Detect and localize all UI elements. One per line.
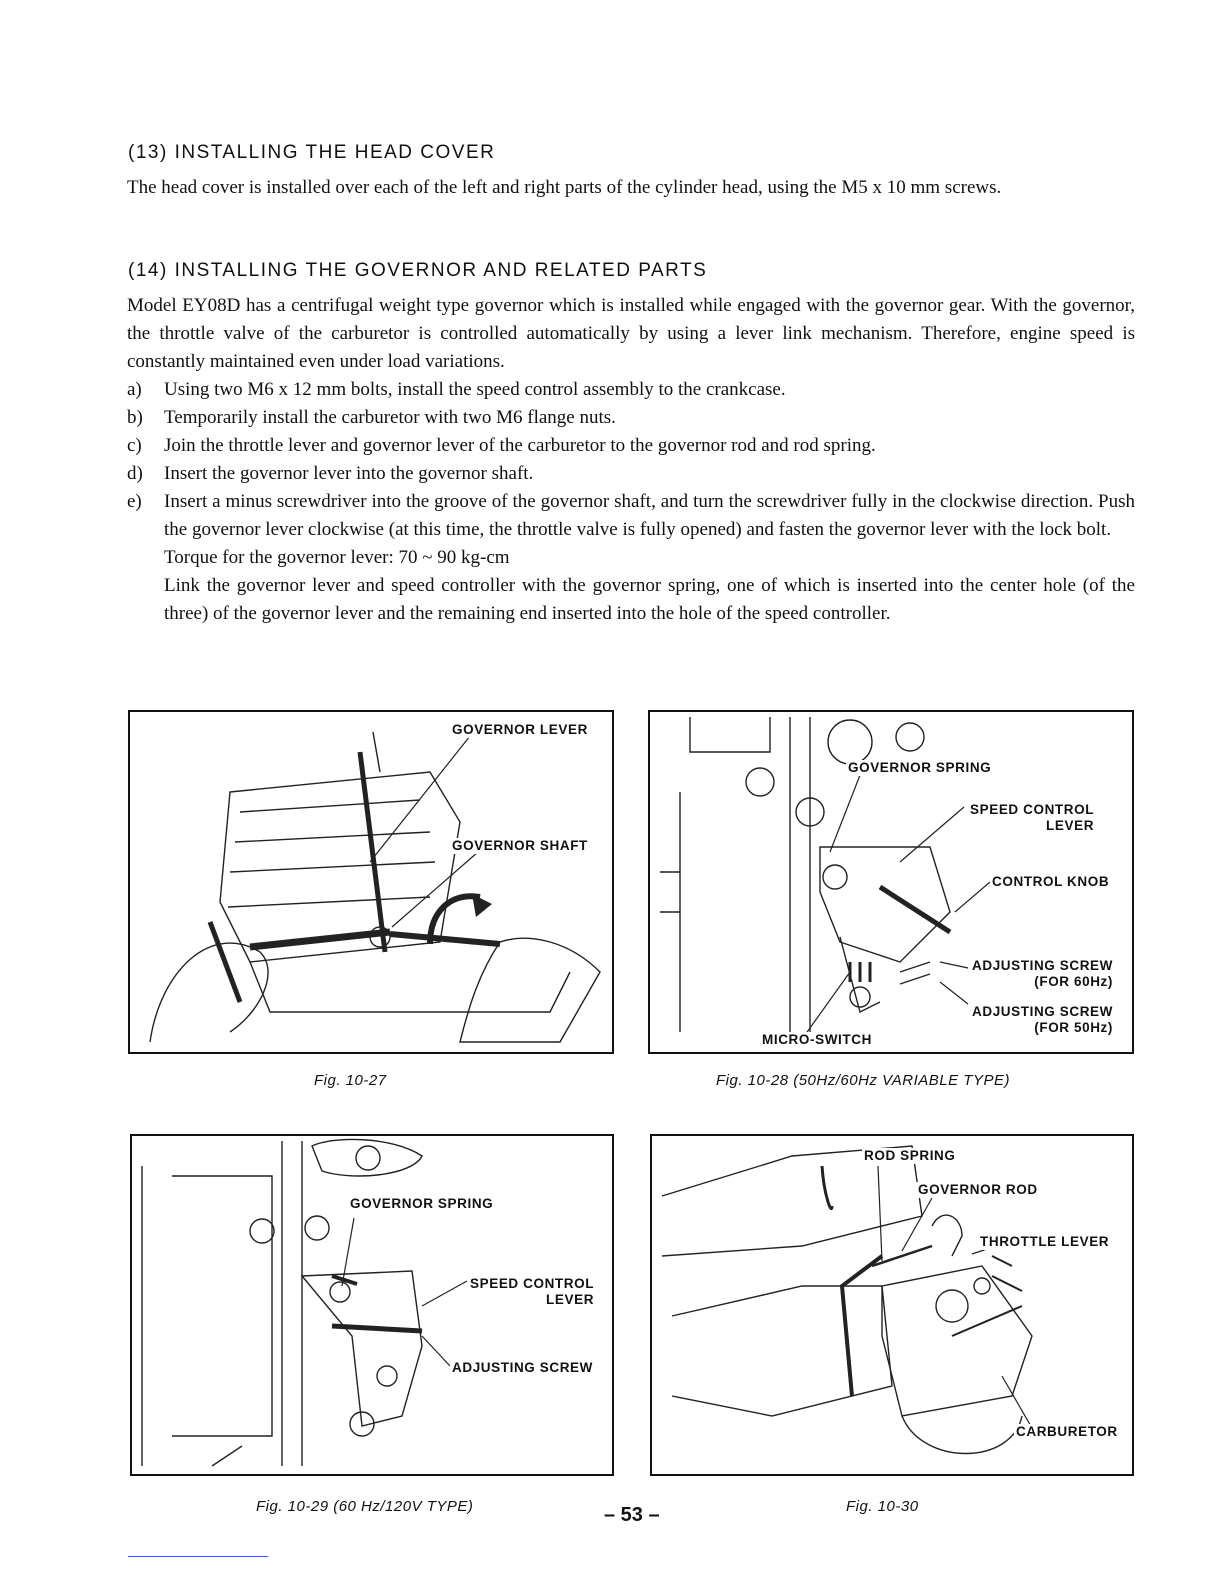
list-item	[127, 432, 1135, 460]
label-line: ADJUSTING SCREW	[972, 958, 1114, 973]
list-item	[127, 488, 1135, 628]
step-text: Temporarily install the carburetor with two M6 flange nuts.	[164, 407, 616, 428]
label-speed-control-lever	[468, 1276, 596, 1308]
list-marker: c)	[127, 435, 142, 456]
section-14-intro: Model EY08D has a centrifugal weight type governor which is installed while engaged with the governor gear. With the governor, the throttle valve of the carburetor is controlled automatically by using a lever link mechanism. Therefore, engine speed is constantly maintained even under load variations.	[127, 295, 1135, 372]
figure-10-30	[650, 1134, 1134, 1476]
caption-fig-10-27: Fig. 10-27	[314, 1072, 387, 1089]
label-line: SPEED CONTROL	[970, 802, 1095, 817]
caption-fig-10-28: Fig. 10-28 (50Hz/60Hz VARIABLE TYPE)	[716, 1072, 1010, 1089]
caption-fig-10-29: Fig. 10-29 (60 Hz/120V TYPE)	[256, 1498, 474, 1515]
label-line: (FOR 50Hz)	[1034, 1020, 1114, 1035]
label-governor-spring: GOVERNOR SPRING	[350, 1196, 494, 1211]
list-item	[127, 404, 1135, 432]
step-text: Insert the governor lever into the governor shaft.	[164, 463, 534, 484]
step-text: Join the throttle lever and governor lever of the carburetor to the governor rod and rod spring.	[164, 435, 876, 456]
label-rod-spring: ROD SPRING	[864, 1148, 956, 1163]
governor-lever-illustration	[130, 712, 614, 1054]
label-governor-lever: GOVERNOR LEVER	[452, 722, 588, 737]
section-14-heading: (14) INSTALLING THE GOVERNOR AND RELATED PARTS	[128, 260, 708, 281]
label-control-knob: CONTROL KNOB	[992, 874, 1110, 889]
page-number: – 53 –	[604, 1504, 660, 1526]
list-item	[127, 460, 1135, 488]
label-line: ADJUSTING SCREW	[972, 1004, 1114, 1019]
step-link-text: Link the governor lever and speed controller with the governor spring, one of which is inserted into the center hole (of the three) of the governor lever and the remaining end inserted into the hole of the speed controller.	[164, 575, 1135, 624]
footer-rule	[128, 1556, 268, 1557]
list-marker: a)	[127, 379, 142, 400]
label-carburetor: CARBURETOR	[1016, 1424, 1118, 1439]
step-text: Using two M6 x 12 mm bolts, install the speed control assembly to the crankcase.	[164, 379, 786, 400]
rotation-arrow	[472, 894, 492, 917]
label-governor-shaft: GOVERNOR SHAFT	[452, 838, 588, 853]
caption-fig-10-30: Fig. 10-30	[846, 1498, 919, 1515]
list-marker: d)	[127, 463, 143, 484]
label-governor-rod: GOVERNOR ROD	[918, 1182, 1038, 1197]
label-throttle-lever: THROTTLE LEVER	[980, 1234, 1110, 1249]
label-line: SPEED CONTROL	[470, 1276, 595, 1291]
label-micro-switch: MICRO-SWITCH	[762, 1032, 872, 1047]
step-text: Insert a minus screwdriver into the groove of the governor shaft, and turn the screwdriver fully in the clockwise direction. Push the governor lever clockwise (at this time, the throttle valve is fully opened) and fasten the governor lever with the lock bolt.	[164, 491, 1135, 540]
label-adjusting-screw-60hz	[970, 958, 1115, 990]
figure-10-29	[130, 1134, 614, 1476]
label-line: (FOR 60Hz)	[1034, 974, 1114, 989]
section-13-heading: (13) INSTALLING THE HEAD COVER	[128, 142, 496, 163]
installation-steps	[127, 376, 1135, 628]
list-marker: e)	[127, 491, 142, 512]
torque-spec: Torque for the governor lever: 70 ~ 90 kg-cm	[164, 547, 510, 568]
figure-10-27	[128, 710, 614, 1054]
label-line: LEVER	[546, 1292, 595, 1307]
section-13-text: The head cover is installed over each of the left and right parts of the cylinder head, using the M5 x 10 mm screws.	[127, 177, 1002, 198]
label-governor-spring: GOVERNOR SPRING	[848, 760, 992, 775]
label-speed-control-lever	[968, 802, 1096, 834]
label-adjusting-screw: ADJUSTING SCREW	[452, 1360, 594, 1375]
label-line: LEVER	[1046, 818, 1095, 833]
figure-10-28	[648, 710, 1134, 1054]
list-item	[127, 376, 1135, 404]
list-marker: b)	[127, 407, 143, 428]
label-adjusting-screw-50hz	[970, 1004, 1115, 1036]
